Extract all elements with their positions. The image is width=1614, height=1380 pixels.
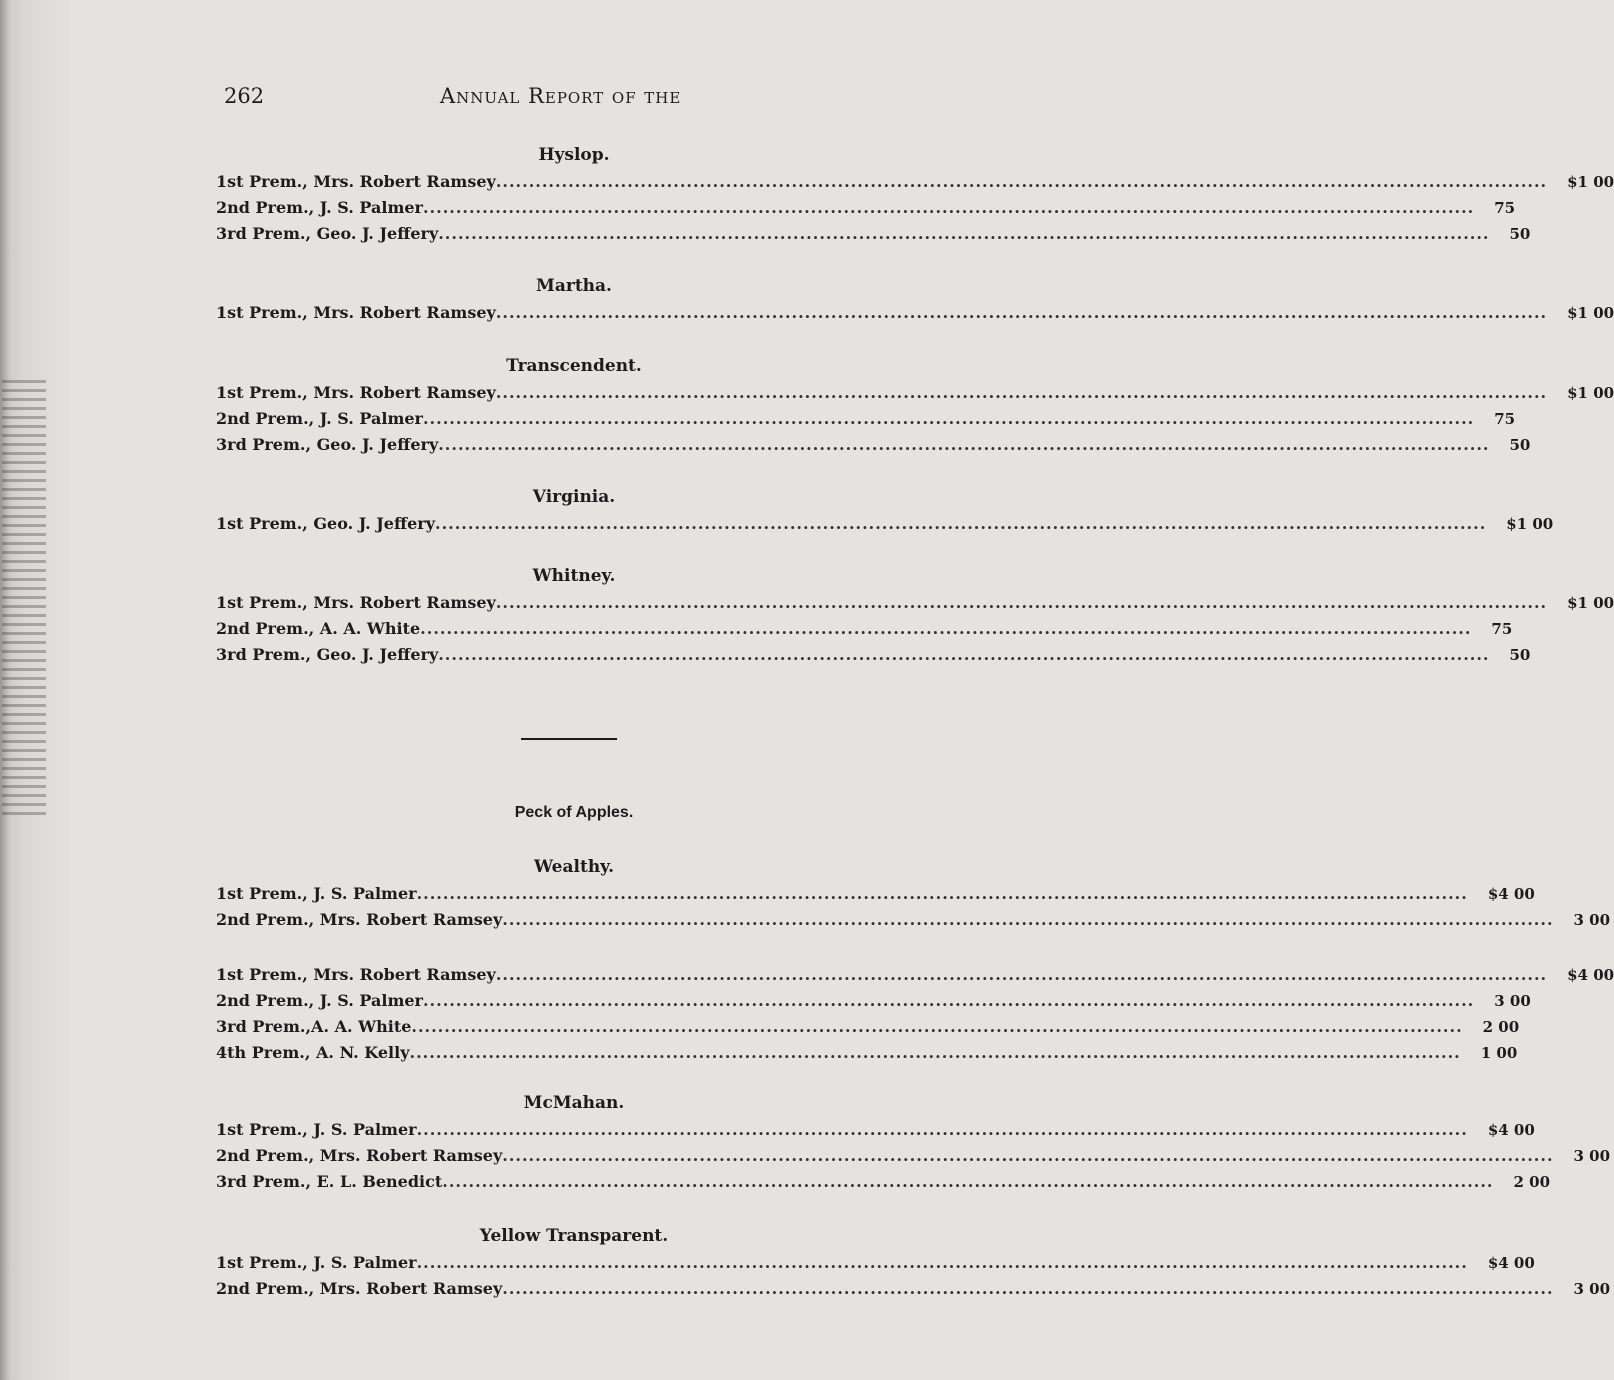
dot-leader: ................................................................................................................................................................	[416, 1120, 1468, 1139]
entry-amount: 3 00	[1573, 1147, 1611, 1165]
dot-leader: ................................................................................................................................................................	[422, 409, 1475, 428]
premium-entry	[216, 616, 1513, 642]
entry-amount: $4 00	[1487, 1254, 1535, 1272]
dot-leader: ................................................................................................................................................................	[442, 1172, 1494, 1191]
dot-leader: ................................................................................................................................................................	[495, 172, 1548, 191]
section-title: Virginia.	[532, 487, 616, 507]
section-whitney	[216, 566, 1614, 668]
entry-text: 2nd Prem., J. S. Palmer	[216, 991, 423, 1010]
premium-entry	[216, 1250, 1535, 1276]
entry-amount: $1 00	[1567, 594, 1614, 612]
premium-entry	[216, 907, 1611, 933]
dot-leader: ................................................................................................................................................................	[420, 619, 1472, 638]
section-title: McMahan.	[523, 1093, 625, 1113]
section-mcmahan	[216, 1093, 1611, 1195]
entry-amount: 50	[1509, 225, 1531, 243]
section-yellow-transparent	[216, 1226, 1611, 1302]
section-virginia	[216, 487, 1554, 537]
page-edges	[2, 380, 46, 820]
section-martha	[216, 276, 1614, 326]
book-binding-edge	[0, 0, 70, 1380]
premium-entry	[216, 1143, 1611, 1169]
entry-amount: $4 00	[1487, 885, 1535, 903]
section-title: Martha.	[536, 276, 612, 296]
dot-leader: ................................................................................................................................................................	[495, 383, 1548, 402]
dot-leader: ................................................................................................................................................................	[495, 593, 1548, 612]
entry-text: 3rd Prem.,A. A. White	[216, 1017, 412, 1036]
dot-leader: ................................................................................................................................................................	[438, 435, 1490, 454]
entry-text: 2nd Prem., J. S. Palmer	[216, 198, 423, 217]
dot-leader: ................................................................................................................................................................	[409, 1043, 1461, 1062]
section-title: Yellow Transparent.	[479, 1226, 669, 1246]
entry-text: 2nd Prem., A. A. White	[216, 619, 421, 638]
entry-amount: 50	[1509, 646, 1531, 664]
section-title: Whitney.	[532, 566, 616, 586]
dot-leader: ................................................................................................................................................................	[502, 1146, 1554, 1165]
dot-leader: ................................................................................................................................................................	[495, 303, 1548, 322]
premium-entry	[216, 221, 1531, 247]
premium-entry	[216, 195, 1516, 221]
entry-text: 3rd Prem., E. L. Benedict	[216, 1172, 443, 1191]
entry-text: 1st Prem., Mrs. Robert Ramsey	[216, 303, 496, 322]
entry-text: 3rd Prem., Geo. J. Jeffery	[216, 645, 439, 664]
premium-entry	[216, 380, 1614, 406]
running-head: Annual Report of the	[440, 84, 682, 108]
entry-amount: $1 00	[1506, 515, 1554, 533]
entry-text: 1st Prem., Mrs. Robert Ramsey	[216, 383, 496, 402]
entry-text: 1st Prem., Mrs. Robert Ramsey	[216, 172, 496, 191]
entry-text: 1st Prem., Mrs. Robert Ramsey	[216, 965, 496, 984]
section-title: Hyslop.	[538, 145, 610, 165]
premium-entry	[216, 881, 1535, 907]
premium-entry	[216, 406, 1516, 432]
dot-leader: ................................................................................................................................................................	[435, 514, 1487, 533]
peck-of-apples-heading: Peck of Apples.	[514, 804, 634, 821]
premium-entry	[216, 988, 1531, 1014]
entry-text: 4th Prem., A. N. Kelly	[216, 1043, 410, 1062]
entry-text: 3rd Prem., Geo. J. Jeffery	[216, 224, 439, 243]
dot-leader: ................................................................................................................................................................	[438, 645, 1490, 664]
page-header	[224, 84, 934, 114]
premium-entry	[216, 511, 1554, 537]
section-untitled	[216, 962, 1614, 1066]
section-transcendent	[216, 356, 1614, 458]
entry-amount: 75	[1494, 199, 1516, 217]
dot-leader: ................................................................................................................................................................	[495, 965, 1548, 984]
premium-entry	[216, 169, 1614, 195]
premium-entry	[216, 1040, 1518, 1066]
section-title: Transcendent.	[506, 356, 642, 376]
entry-text: 2nd Prem., Mrs. Robert Ramsey	[216, 1279, 503, 1298]
dot-leader: ................................................................................................................................................................	[411, 1017, 1463, 1036]
entry-amount: 50	[1509, 436, 1531, 454]
premium-entry	[216, 432, 1531, 458]
entry-text: 3rd Prem., Geo. J. Jeffery	[216, 435, 439, 454]
entry-amount: 3 00	[1494, 992, 1531, 1010]
section-hyslop	[216, 145, 1614, 247]
entry-text: 1st Prem., J. S. Palmer	[216, 1120, 417, 1139]
entry-amount: 2 00	[1513, 1173, 1551, 1191]
section-divider-rule	[521, 738, 617, 740]
premium-entry	[216, 590, 1614, 616]
entry-amount: $4 00	[1567, 966, 1614, 984]
premium-entry	[216, 642, 1531, 668]
entry-amount: 75	[1491, 620, 1513, 638]
page-number: 262	[224, 84, 265, 108]
dot-leader: ................................................................................................................................................................	[416, 1253, 1468, 1272]
entry-text: 1st Prem., J. S. Palmer	[216, 884, 417, 903]
entry-amount: 3 00	[1573, 911, 1611, 929]
dot-leader: ................................................................................................................................................................	[502, 910, 1554, 929]
premium-entry	[216, 1014, 1520, 1040]
entry-amount: $1 00	[1567, 384, 1614, 402]
entry-text: 1st Prem., Mrs. Robert Ramsey	[216, 593, 496, 612]
section-wealthy	[216, 857, 1611, 933]
premium-entry	[216, 962, 1614, 988]
entry-text: 2nd Prem., J. S. Palmer	[216, 409, 423, 428]
premium-entry	[216, 300, 1614, 326]
dot-leader: ................................................................................................................................................................	[438, 224, 1490, 243]
entry-amount: $1 00	[1567, 304, 1614, 322]
dot-leader: ................................................................................................................................................................	[416, 884, 1468, 903]
entry-amount: 75	[1494, 410, 1516, 428]
entry-text: 2nd Prem., Mrs. Robert Ramsey	[216, 910, 503, 929]
entry-amount: $1 00	[1567, 173, 1614, 191]
dot-leader: ................................................................................................................................................................	[422, 198, 1475, 217]
entry-text: 1st Prem., Geo. J. Jeffery	[216, 514, 436, 533]
dot-leader: ................................................................................................................................................................	[422, 991, 1475, 1010]
entry-text: 1st Prem., J. S. Palmer	[216, 1253, 417, 1272]
dot-leader: ................................................................................................................................................................	[502, 1279, 1554, 1298]
entry-amount: 2 00	[1482, 1018, 1520, 1036]
entry-amount: 1 00	[1480, 1044, 1518, 1062]
premium-entry	[216, 1169, 1551, 1195]
section-title: Wealthy.	[533, 857, 615, 877]
entry-amount: $4 00	[1487, 1121, 1535, 1139]
premium-entry	[216, 1276, 1611, 1302]
premium-entry	[216, 1117, 1535, 1143]
entry-text: 2nd Prem., Mrs. Robert Ramsey	[216, 1146, 503, 1165]
entry-amount: 3 00	[1573, 1280, 1611, 1298]
